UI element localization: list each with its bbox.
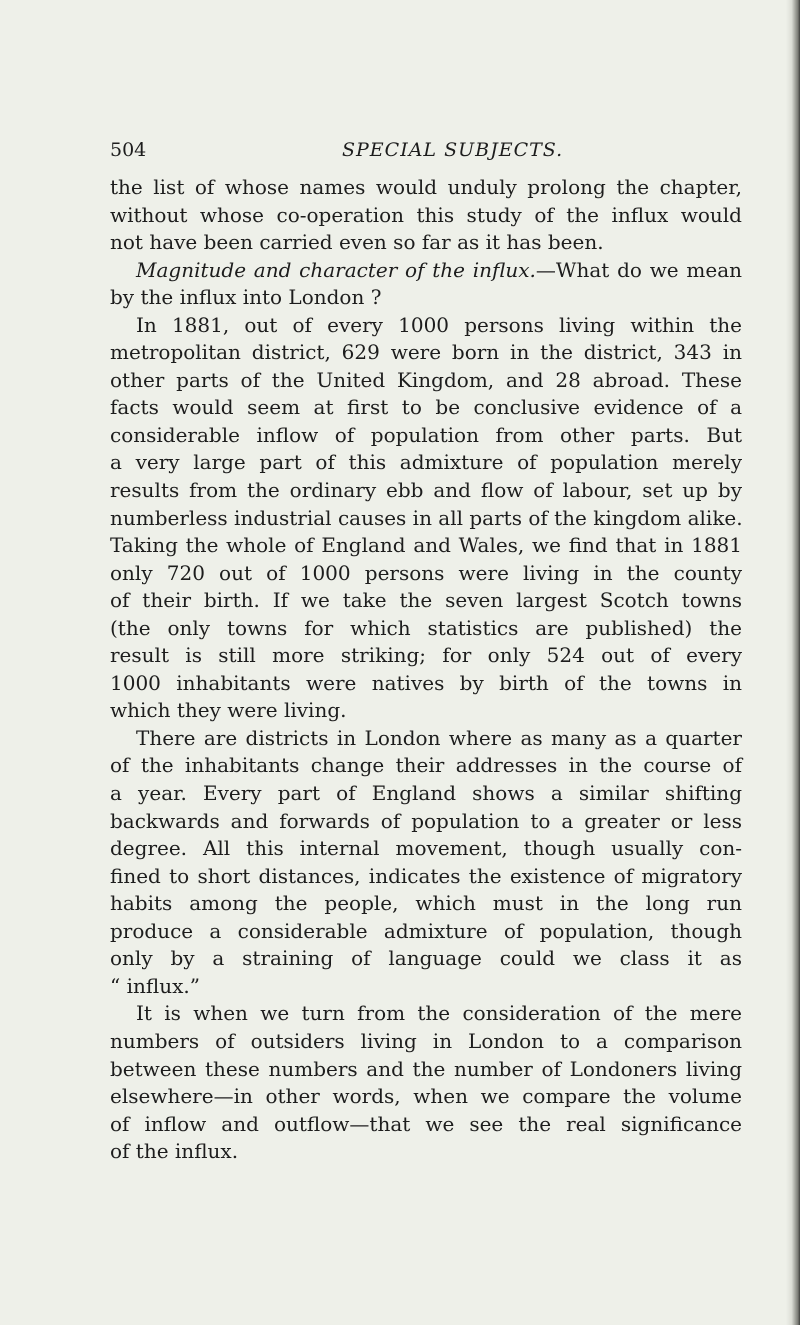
- text-line: only by a straining of language could we class it as: [110, 946, 742, 971]
- body-text: [110, 174, 742, 1166]
- text-line: only 720 out of 1000 persons were living in the county: [110, 560, 742, 585]
- text-line: backwards and forwards of population to a greater or less: [110, 808, 742, 833]
- text-line: the list of whose names would unduly prolong the chapter,: [110, 175, 742, 199]
- text-line: by the influx into London ?: [110, 285, 382, 310]
- running-title: SPECIAL SUBJECTS.: [342, 139, 564, 161]
- text-line: of the influx.: [110, 1139, 239, 1164]
- text-line: degree. All this internal movement, though usually con-: [110, 836, 742, 861]
- text-line: numberless industrial causes in all parts of the kingdom alike.: [110, 505, 743, 530]
- text-line: (the only towns for which statistics are published) the: [110, 615, 742, 640]
- text-line: not have been carried even so far as it has been.: [110, 230, 604, 255]
- text-line: of inflow and outflow—that we see the real significance: [110, 1111, 742, 1136]
- text-line: results from the ordinary ebb and flow of labour, set up by: [110, 478, 742, 503]
- text-line: a year. Every part of England shows a similar shifting: [110, 781, 742, 806]
- text-line: between these numbers and the number of Londoners living: [110, 1056, 742, 1081]
- text-line: facts would seem at first to be conclusive evidence of a: [110, 395, 742, 420]
- text-line: In 1881, out of every 1000 persons living within the: [136, 312, 742, 337]
- text-line: elsewhere—in other words, when we compare the volume: [110, 1084, 742, 1109]
- text-line: “ influx.”: [110, 973, 200, 998]
- text-line: 1000 inhabitants were natives by birth of the towns in: [110, 670, 742, 695]
- text-line: produce a considerable admixture of population, though: [110, 918, 742, 943]
- book-page: [110, 136, 742, 1166]
- text-line: It is when we turn from the consideration of the mere: [136, 1001, 742, 1026]
- text-line: numbers of outsiders living in London to a comparison: [110, 1028, 742, 1053]
- text-line: considerable inflow of population from other parts. But: [110, 422, 742, 447]
- page-edge-shadow: [786, 0, 800, 1325]
- text-line: habits among the people, which must in the long run: [110, 891, 742, 916]
- text-line: [110, 257, 742, 285]
- text-line: which they were living.: [110, 698, 347, 723]
- text-line: of their birth. If we take the seven largest Scotch towns: [110, 588, 742, 613]
- text-line: metropolitan district, 629 were born in the district, 343 in: [110, 340, 742, 365]
- text-fragment: —What do we mean: [535, 257, 743, 282]
- text-line: Taking the whole of England and Wales, we find that in 1881: [110, 533, 742, 558]
- text-line: of the inhabitants change their addresses in the course of: [110, 753, 742, 778]
- running-head: [110, 136, 742, 164]
- text-line: result is still more striking; for only 524 out of every: [110, 643, 742, 668]
- text-line: a very large part of this admixture of population merely: [110, 450, 742, 475]
- text-line: fined to short distances, indicates the existence of migratory: [110, 863, 742, 888]
- text-line: other parts of the United Kingdom, and 28 abroad. These: [110, 367, 742, 392]
- section-heading: Magnitude and character of the influx.: [136, 257, 536, 282]
- page-number: 504: [110, 139, 147, 161]
- text-line: without whose co-operation this study of the influx would: [110, 202, 742, 227]
- text-line: There are districts in London where as many as a quarter: [136, 725, 742, 750]
